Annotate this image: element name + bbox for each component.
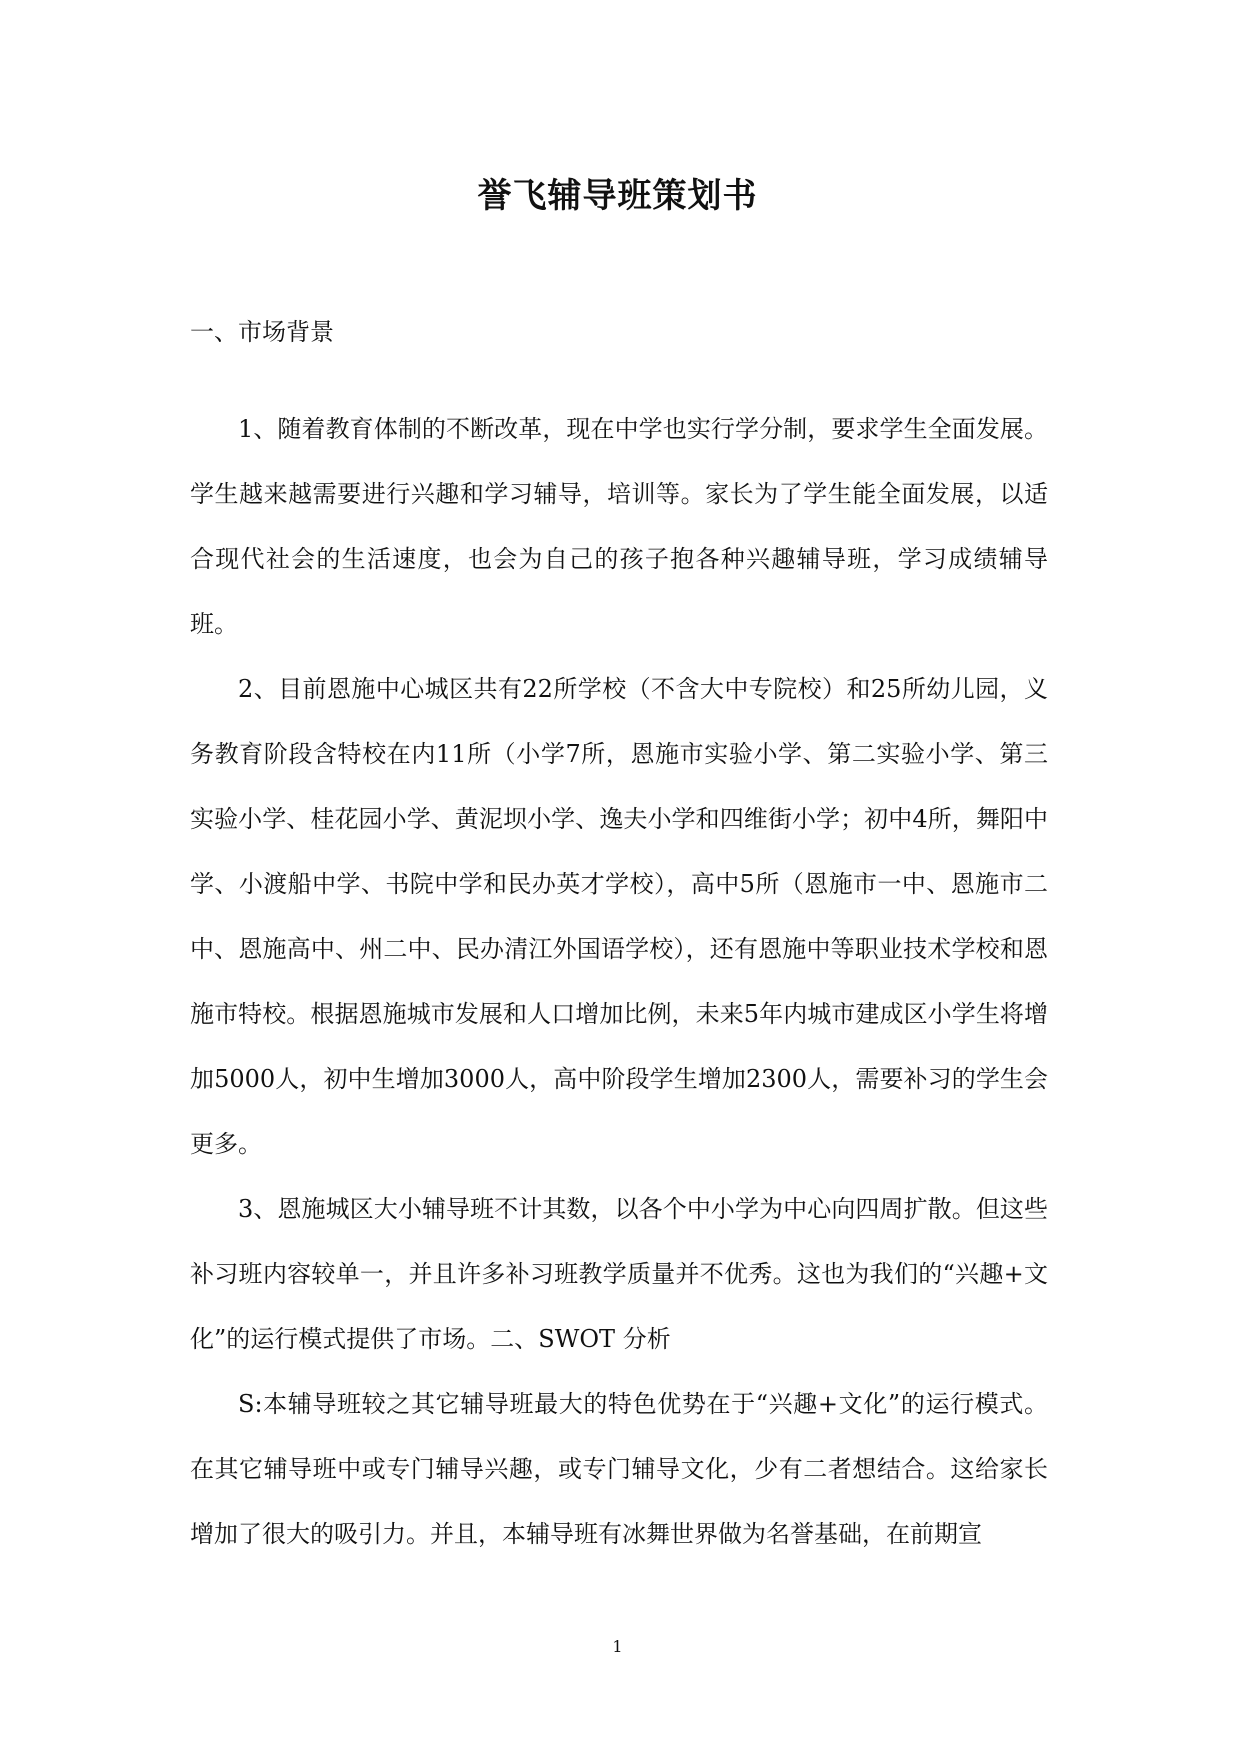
page-number: 1 xyxy=(612,1637,623,1656)
document-title: 誉飞辅导班策划书 xyxy=(477,176,758,216)
paragraph-4: S:本辅导班较之其它辅导班最大的特色优势在于“兴趣+文化”的运行模式。在其它辅导班中或专门辅导兴趣，或专门辅导文化，少有二者想结合。这给家长增加了很大的吸引力。并且，本辅导班有冰舞世界做为名誉基础，在前期宣 xyxy=(190,1390,1048,1548)
section-heading-market-background: 一、市场背景 xyxy=(190,318,334,346)
document-body xyxy=(190,300,1048,1567)
paragraph-3: 3、恩施城区大小辅导班不计其数，以各个中小学为中心向四周扩散。但这些补习班内容较单一，并且许多补习班教学质量并不优秀。这也为我们的“兴趣+文化”的运行模式提供了市场。二、SWOT 分析 xyxy=(190,1195,1048,1353)
paragraph-2: 2、目前恩施中心城区共有22所学校（不含大中专院校）和25所幼儿园，义务教育阶段含特校在内11所（小学7所，恩施市实验小学、第二实验小学、第三实验小学、桂花园小学、黄泥坝小学、逸夫小学和四维街小学；初中4所，舞阳中学、小渡船中学、书院中学和民办英才学校），高中5所（恩施市一中、恩施市二中、恩施高中、州二中、民办清江外国语学校），还有恩施中等职业技术学校和恩施市特校。根据恩施城市发展和人口增加比例，未来5年内城市建成区小学生将增加5000人，初中生增加3000人，高中阶段学生增加2300人，需要补习的学生会更多。 xyxy=(190,675,1048,1158)
paragraph-1: 1、随着教育体制的不断改革，现在中学也实行学分制，要求学生全面发展。学生越来越需要进行兴趣和学习辅导，培训等。家长为了学生能全面发展，以适合现代社会的生活速度，也会为自己的孩子抱各种兴趣辅导班，学习成绩辅导班。 xyxy=(190,415,1048,638)
